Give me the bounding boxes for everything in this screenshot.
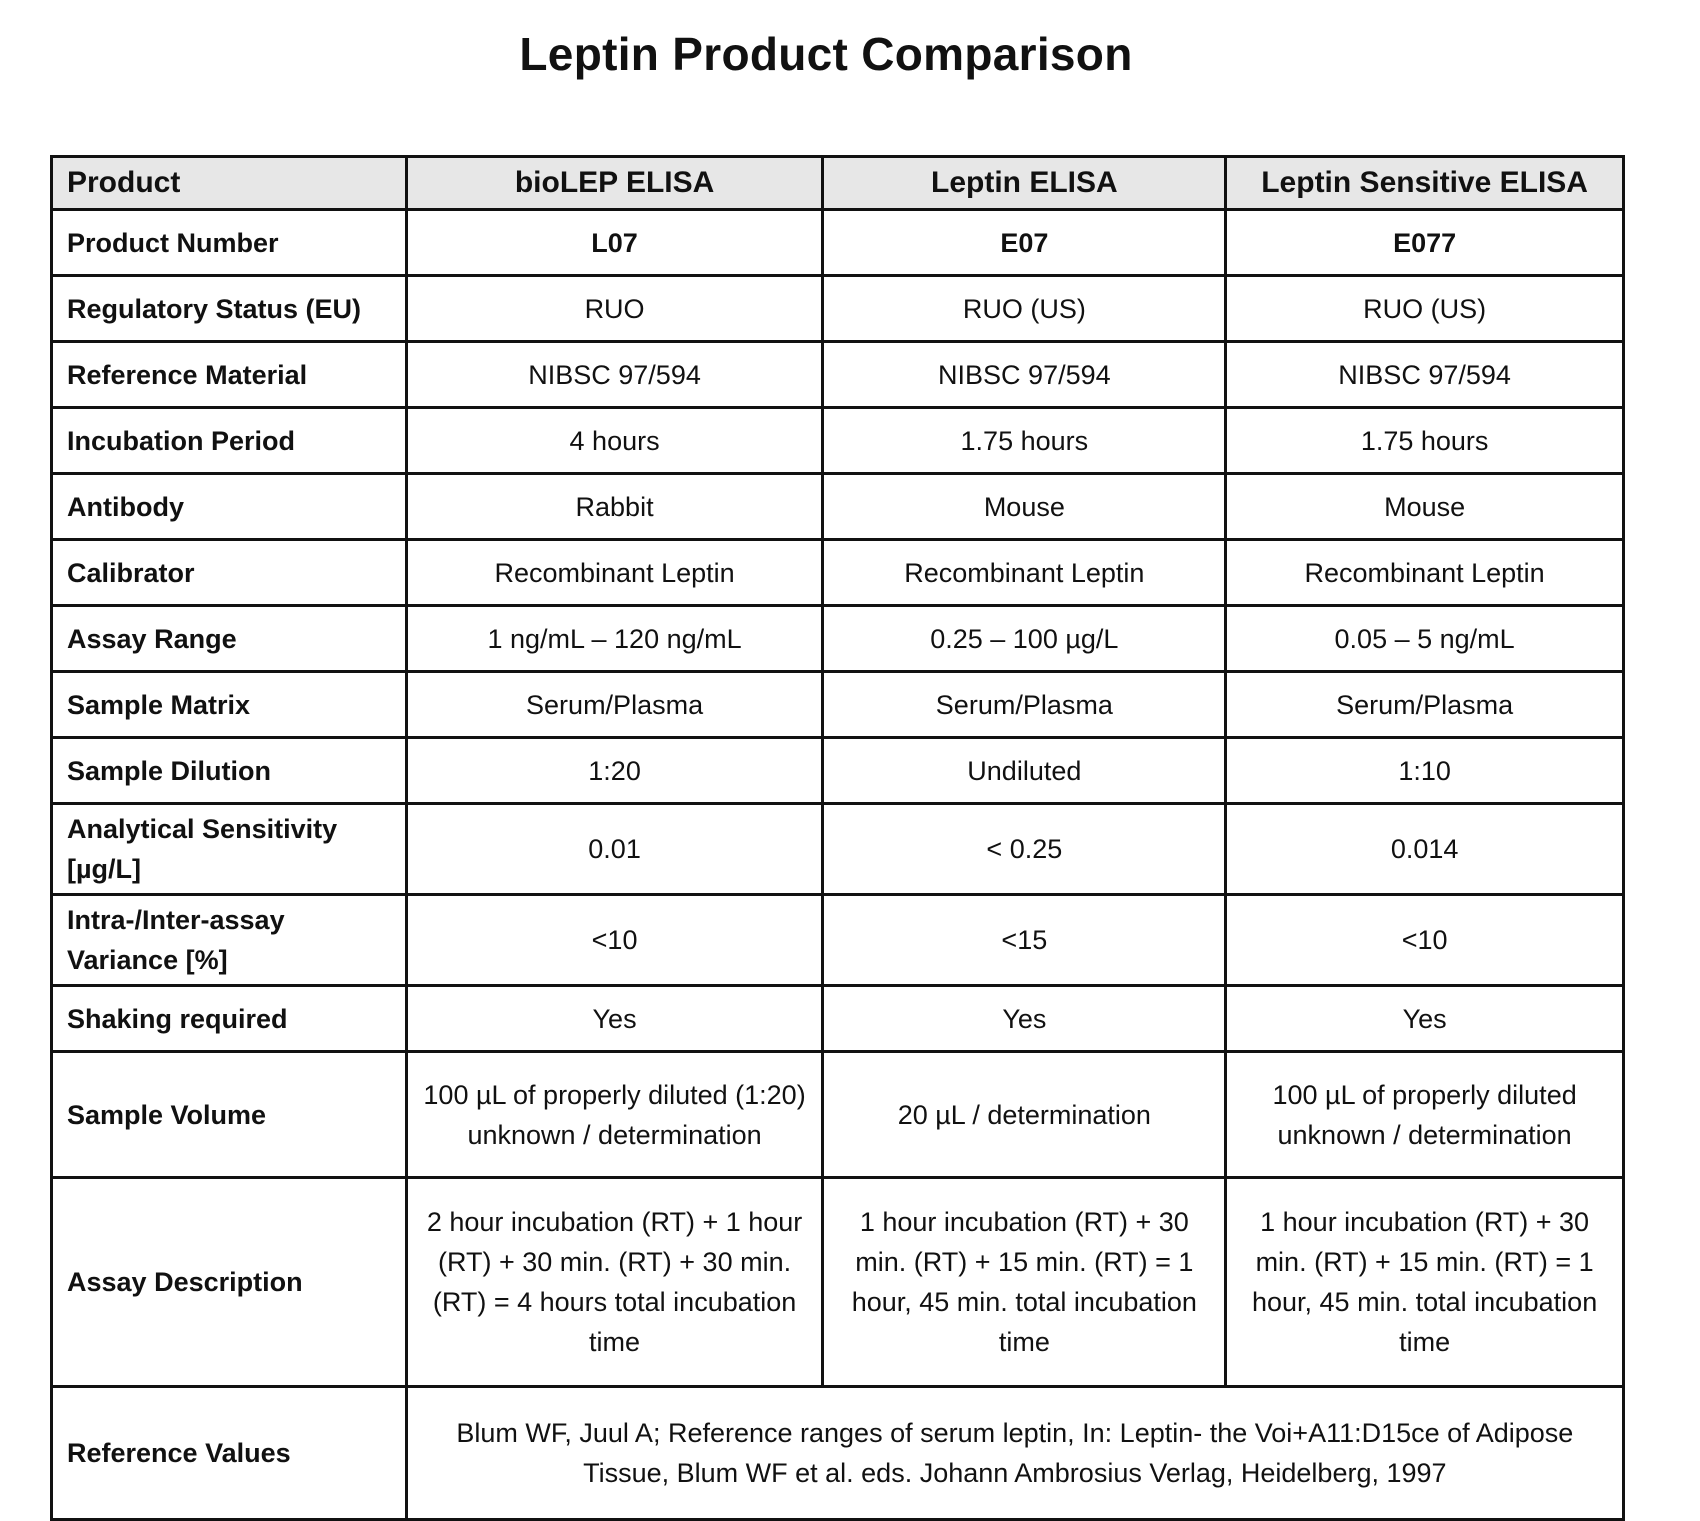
table-cell: < 0.25 bbox=[823, 804, 1226, 895]
table-row bbox=[52, 276, 1624, 342]
table-cell: 0.014 bbox=[1226, 804, 1624, 895]
table-cell: 1 ng/mL – 120 ng/mL bbox=[406, 606, 823, 672]
table-cell: L07 bbox=[406, 210, 823, 276]
header-cell: Leptin Sensitive ELISA bbox=[1226, 157, 1624, 210]
table-cell: 0.05 – 5 ng/mL bbox=[1226, 606, 1624, 672]
table-row bbox=[52, 210, 1624, 276]
table-cell: Undiluted bbox=[823, 738, 1226, 804]
table-cell: Recombinant Leptin bbox=[406, 540, 823, 606]
table-cell: Serum/Plasma bbox=[823, 672, 1226, 738]
table-cell: RUO bbox=[406, 276, 823, 342]
table-row bbox=[52, 738, 1624, 804]
table-cell: Yes bbox=[1226, 986, 1624, 1052]
table-cell: Mouse bbox=[823, 474, 1226, 540]
table-cell: RUO (US) bbox=[1226, 276, 1624, 342]
header-cell: Leptin ELISA bbox=[823, 157, 1226, 210]
table-row bbox=[52, 1052, 1624, 1178]
table-cell: 100 µL of properly diluted unknown / determination bbox=[1226, 1052, 1624, 1178]
table-row bbox=[52, 895, 1624, 986]
comparison-table bbox=[50, 155, 1625, 1521]
table-row bbox=[52, 408, 1624, 474]
table-row bbox=[52, 804, 1624, 895]
header-row bbox=[52, 157, 1624, 210]
table-cell: RUO (US) bbox=[823, 276, 1226, 342]
table-cell: Recombinant Leptin bbox=[823, 540, 1226, 606]
table-cell: Yes bbox=[823, 986, 1226, 1052]
row-label: Assay Range bbox=[52, 606, 407, 672]
table-row bbox=[52, 474, 1624, 540]
table-cell: 100 µL of properly diluted (1:20) unknown / determination bbox=[406, 1052, 823, 1178]
row-label: Sample Matrix bbox=[52, 672, 407, 738]
row-label: Antibody bbox=[52, 474, 407, 540]
table-row bbox=[52, 606, 1624, 672]
table-row bbox=[52, 986, 1624, 1052]
table-cell: 1 hour incubation (RT) + 30 min. (RT) + 15 min. (RT) = 1 hour, 45 min. total incubation time bbox=[1226, 1178, 1624, 1387]
row-label: Reference Material bbox=[52, 342, 407, 408]
row-label: Shaking required bbox=[52, 986, 407, 1052]
table-cell: 2 hour incubation (RT) + 1 hour (RT) + 30 min. (RT) + 30 min. (RT) = 4 hours total incubation time bbox=[406, 1178, 823, 1387]
row-label: Sample Volume bbox=[52, 1052, 407, 1178]
table-cell: 4 hours bbox=[406, 408, 823, 474]
row-label: Regulatory Status (EU) bbox=[52, 276, 407, 342]
table-cell: 1.75 hours bbox=[823, 408, 1226, 474]
table-row bbox=[52, 342, 1624, 408]
table-row bbox=[52, 540, 1624, 606]
table-row bbox=[52, 672, 1624, 738]
table-cell: 1 hour incubation (RT) + 30 min. (RT) + 15 min. (RT) = 1 hour, 45 min. total incubation time bbox=[823, 1178, 1226, 1387]
table-cell: E07 bbox=[823, 210, 1226, 276]
row-label: Calibrator bbox=[52, 540, 407, 606]
row-label: Reference Values bbox=[52, 1387, 407, 1520]
table-cell: Yes bbox=[406, 986, 823, 1052]
table-cell: NIBSC 97/594 bbox=[823, 342, 1226, 408]
table-cell: <10 bbox=[406, 895, 823, 986]
header-cell: bioLEP ELISA bbox=[406, 157, 823, 210]
table-cell: <10 bbox=[1226, 895, 1624, 986]
reference-citation: Blum WF, Juul A; Reference ranges of serum leptin, In: Leptin- the Voi+A11:D15ce of Adipose Tissue, Blum WF et al. eds. Johann Ambrosius Verlag, Heidelberg, 1997 bbox=[406, 1387, 1623, 1520]
table-cell: NIBSC 97/594 bbox=[1226, 342, 1624, 408]
row-label: Analytical Sensitivity [µg/L] bbox=[52, 804, 407, 895]
table-cell: 0.01 bbox=[406, 804, 823, 895]
table-cell: Mouse bbox=[1226, 474, 1624, 540]
row-label: Product Number bbox=[52, 210, 407, 276]
row-label: Sample Dilution bbox=[52, 738, 407, 804]
table-cell: 1.75 hours bbox=[1226, 408, 1624, 474]
table-row bbox=[52, 1387, 1624, 1520]
table-cell: Recombinant Leptin bbox=[1226, 540, 1624, 606]
page-title: Leptin Product Comparison bbox=[519, 28, 1133, 80]
row-label: Intra-/Inter-assay Variance [%] bbox=[52, 895, 407, 986]
table-cell: 0.25 – 100 µg/L bbox=[823, 606, 1226, 672]
header-cell: Product bbox=[52, 157, 407, 210]
table-cell: Serum/Plasma bbox=[406, 672, 823, 738]
table-cell: Rabbit bbox=[406, 474, 823, 540]
table-cell: 1:10 bbox=[1226, 738, 1624, 804]
row-label: Incubation Period bbox=[52, 408, 407, 474]
table-cell: Serum/Plasma bbox=[1226, 672, 1624, 738]
row-label: Assay Description bbox=[52, 1178, 407, 1387]
table-cell: NIBSC 97/594 bbox=[406, 342, 823, 408]
table-cell: <15 bbox=[823, 895, 1226, 986]
table-row bbox=[52, 1178, 1624, 1387]
table-cell: E077 bbox=[1226, 210, 1624, 276]
table-cell: 1:20 bbox=[406, 738, 823, 804]
table-cell: 20 µL / determination bbox=[823, 1052, 1226, 1178]
